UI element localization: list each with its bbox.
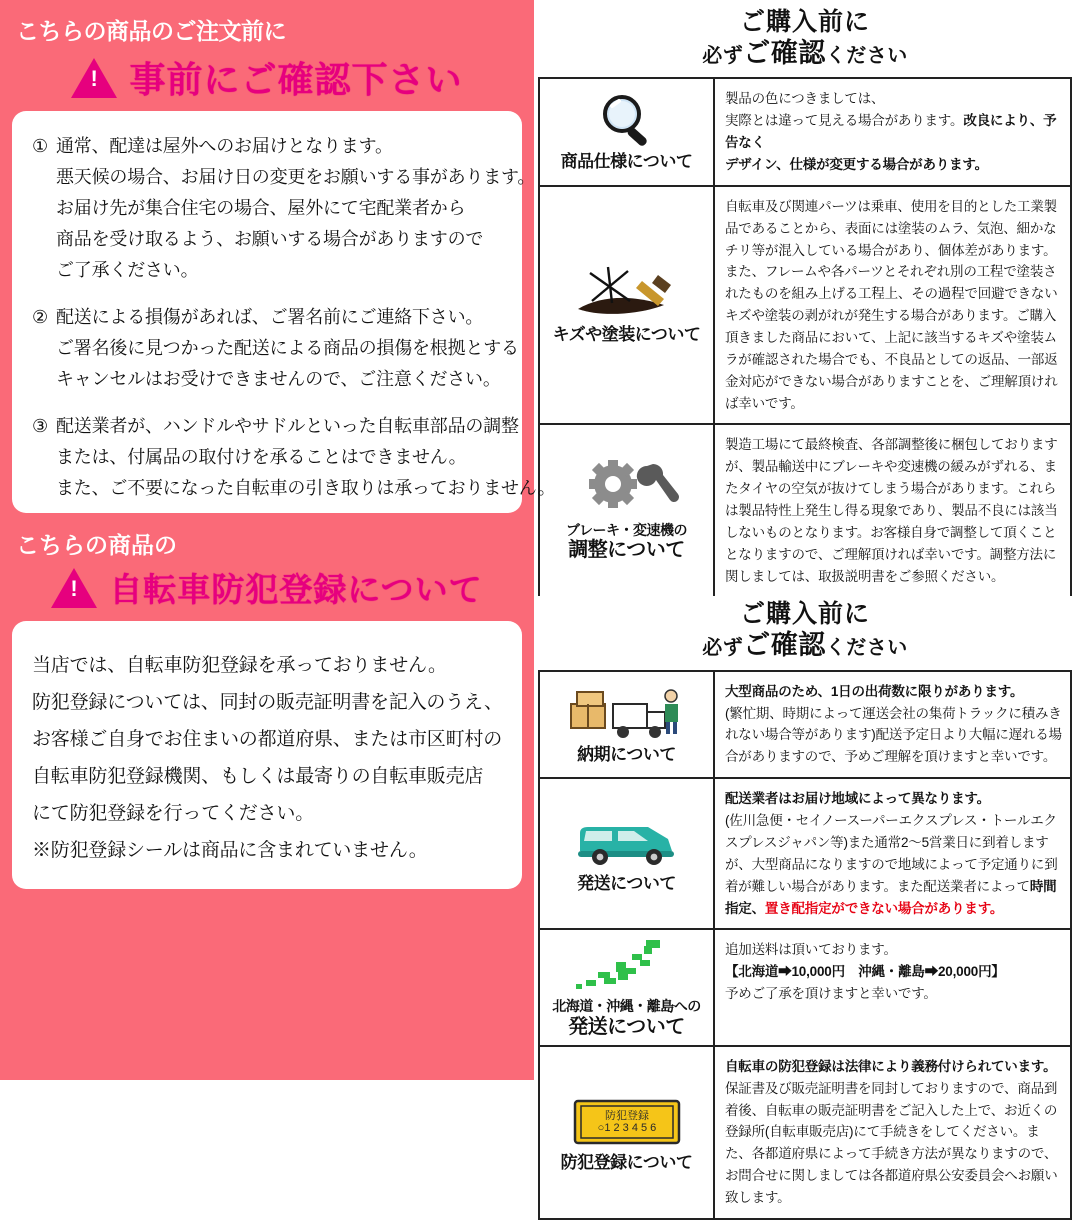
- pre-order-banner-text: 事前にご確認下さい: [129, 59, 463, 100]
- note-line: また、ご不要になった自転車の引き取りは承っておりません。: [56, 478, 556, 498]
- right-panel: [534, 0, 1080, 1206]
- svg-text:○1 2 3 4 5 6: ○1 2 3 4 5 6: [597, 1121, 656, 1134]
- section-2-title-line2-b: ご確認: [743, 629, 826, 660]
- info-text: 製品の色につきましては、 実際とは違って見える場合があります。改良により、予告なく デザイン、仕様が変更する場合があります。: [725, 91, 1057, 172]
- note-line: キャンセルはお受けできませんので、ご注意ください。: [56, 369, 501, 389]
- info-row-shipping: [538, 777, 1072, 928]
- section-2-title-line1: ご購入前に: [739, 600, 870, 629]
- note-item: [32, 131, 536, 286]
- section-1-title: [538, 4, 1072, 77]
- warning-triangle-icon: [71, 58, 117, 98]
- svg-text:防犯登録: 防犯登録: [604, 1109, 649, 1122]
- registration-line: 当店では、自転車防犯登録を承っておりません。: [32, 654, 447, 676]
- info-row-spec: [538, 77, 1072, 184]
- registration-line: お客様ご自身でお住まいの都道府県、または市区町村の: [32, 728, 503, 750]
- note-line: 商品を受け取るよう、お願いする場合がありますので: [56, 229, 484, 249]
- section-1-title-line1: ご購入前に: [739, 8, 870, 36]
- note-line: 通常、配達は屋外へのお届けとなります。: [56, 136, 393, 156]
- registration-line: 自転車防犯登録機関、もしくは最寄りの自転車販売店: [32, 765, 484, 787]
- info-text: 追加送料は頂いております。 【北海道➡10,000円 沖縄・離島➡20,000円】 予めご了承を頂けますと幸いです。: [725, 942, 1005, 1002]
- info-text: 大型商品のため、1日の出荷数に限りがあります。 (繁忙期、時期によって運送会社の集荷トラックに積みきれない場合等があります)配送予定日より大幅に遅れる場合がありますので、予めご理解を頂けますと幸いです。: [725, 683, 1062, 765]
- note-line: ご了承ください。: [56, 260, 199, 280]
- icon-cell: [540, 425, 715, 596]
- note-line: 配送による損傷があれば、ご署名前にご連絡下さい。: [56, 307, 484, 327]
- section-2-title-line2-c: ください: [825, 636, 908, 659]
- left-heading-1: こちらの商品のご注文前に: [16, 18, 286, 44]
- note-line: 悪天候の場合、お届け日の変更をお願いする事があります。: [56, 167, 536, 187]
- note-number: ③: [32, 416, 49, 436]
- info-row-brake: [538, 423, 1072, 596]
- info-row-remote-areas: [538, 928, 1072, 1045]
- section-2-title: [538, 596, 1072, 669]
- icon-cell: [540, 672, 715, 777]
- registration-line: 防犯登録については、同封の販売証明書を記入のうえ、: [32, 691, 503, 713]
- note-item: [32, 302, 519, 395]
- section-2-title-line2-a: 必ず: [702, 636, 744, 659]
- icon-label-line1: 北海道・沖縄・離島への: [552, 998, 701, 1015]
- note-line: または、付属品の取付けを承ることはできません。: [56, 447, 467, 467]
- icon-cell: [540, 930, 715, 1045]
- info-text: 製造工場にて最終検査、各部調整後に梱包しておりますが、製品輸送中にブレーキや変速機の緩みがずれる、またタイヤの空気が抜けてしまう場合があります。これらは製品特性上発生し得る現象であり、製品不良には該当しないものとなります。お客様自身で調整して頂くこととなりますので、ご理解頂ければ幸いです。調整方法に関しましては、取扱説明書をご参照ください。: [725, 437, 1058, 584]
- icon-label: キズや塗装について: [552, 325, 701, 345]
- notes-card: [12, 111, 556, 513]
- left-panel: [0, 0, 556, 1080]
- paintbrush-icon: [572, 265, 682, 323]
- info-row-paint: [538, 185, 1072, 424]
- registration-card: [12, 621, 522, 889]
- japan-map-icon: [572, 936, 682, 994]
- icon-label: [566, 520, 687, 563]
- left-heading-2: こちらの商品の: [16, 532, 177, 558]
- icon-cell: [540, 1047, 715, 1218]
- info-text: 配送業者はお届け地域によって異なります。 (佐川急便・セイノースーパーエクスプレス・トールエクスプレスジャパン等)また通常2〜5営業日に到着しますが、大型商品になりますので地域によって予定通りに到着が難しい場合があります。また配送業者によって時間指定、置き配指定ができない場合があります。: [725, 791, 1058, 916]
- note-line: ご署名後に見つかった配送による商品の損傷を根拠とする: [56, 338, 519, 358]
- truck-loading-icon: [567, 685, 687, 743]
- icon-cell: [540, 79, 715, 184]
- note-line: 配送業者が、ハンドルやサドルといった自転車部品の調整: [56, 416, 519, 436]
- icon-label: 納期について: [577, 744, 676, 764]
- registration-banner: [12, 564, 522, 613]
- warning-triangle-icon: [51, 568, 97, 608]
- info-row-registration: [538, 1045, 1072, 1220]
- note-number: ②: [32, 307, 49, 327]
- icon-label: 防犯登録について: [560, 1152, 693, 1172]
- pre-order-banner: [12, 52, 522, 103]
- wrench-gear-icon: [577, 460, 677, 518]
- registration-sticker-icon: [567, 1093, 687, 1151]
- icon-label-line2: 発送について: [568, 1015, 685, 1038]
- icon-label-line1: ブレーキ・変速機の: [566, 521, 687, 538]
- info-row-delivery-time: [538, 670, 1072, 777]
- magnifier-icon: [592, 92, 662, 150]
- registration-line: ※防犯登録シールは商品に含まれていません。: [32, 839, 428, 861]
- icon-cell: [540, 779, 715, 928]
- icon-label: 商品仕様について: [560, 152, 693, 172]
- registration-banner-text: 自転車防犯登録について: [109, 571, 483, 608]
- section-1-title-line2-b: ご確認: [743, 37, 826, 68]
- van-icon: [572, 814, 682, 872]
- section-1-title-line2-c: ください: [825, 44, 908, 67]
- note-number: ①: [32, 136, 49, 156]
- registration-line: にて防犯登録を行ってください。: [32, 802, 315, 824]
- note-item: [32, 411, 556, 504]
- icon-label-line2: 調整について: [568, 539, 685, 562]
- icon-cell: [540, 187, 715, 424]
- info-text: 自転車の防犯登録は法律により義務付けられています。保証書及び販売証明書を同封しておりますので、商品到着後、自転車の販売証明書をご記入した上で、お近くの登録所(自転車販売店)にて手続きをしてください。また、各都道府県によって手続き方法が異なりますので、お問合せに関しましては各都道府県公安委員会へお願い致します。: [725, 1058, 1058, 1206]
- icon-label: 発送について: [577, 874, 676, 893]
- section-1-title-line2-a: 必ず: [702, 44, 744, 67]
- icon-label: [552, 996, 701, 1039]
- info-text: 自転車及び関連パーツは乗車、使用を目的とした工業製品であることから、表面には塗装のムラ、気泡、細かなチリ等が混入している場合があり、個体差があります。また、フレームや各パーツとそれぞれ別の工程で塗装されたものを組み上げる工程上、その過程で回避できないキズや塗装の剥がれが発生する場合があります。ご購入頂きました商品において、上記に該当するキズや塗装ムラが確認された場合でも、不良品としての返品、一部返金対応ができない場合がありますことを、ご理解頂ければ幸いです。: [725, 198, 1058, 411]
- note-line: お届け先が集合住宅の場合、屋外にて宅配業者から: [56, 198, 466, 218]
